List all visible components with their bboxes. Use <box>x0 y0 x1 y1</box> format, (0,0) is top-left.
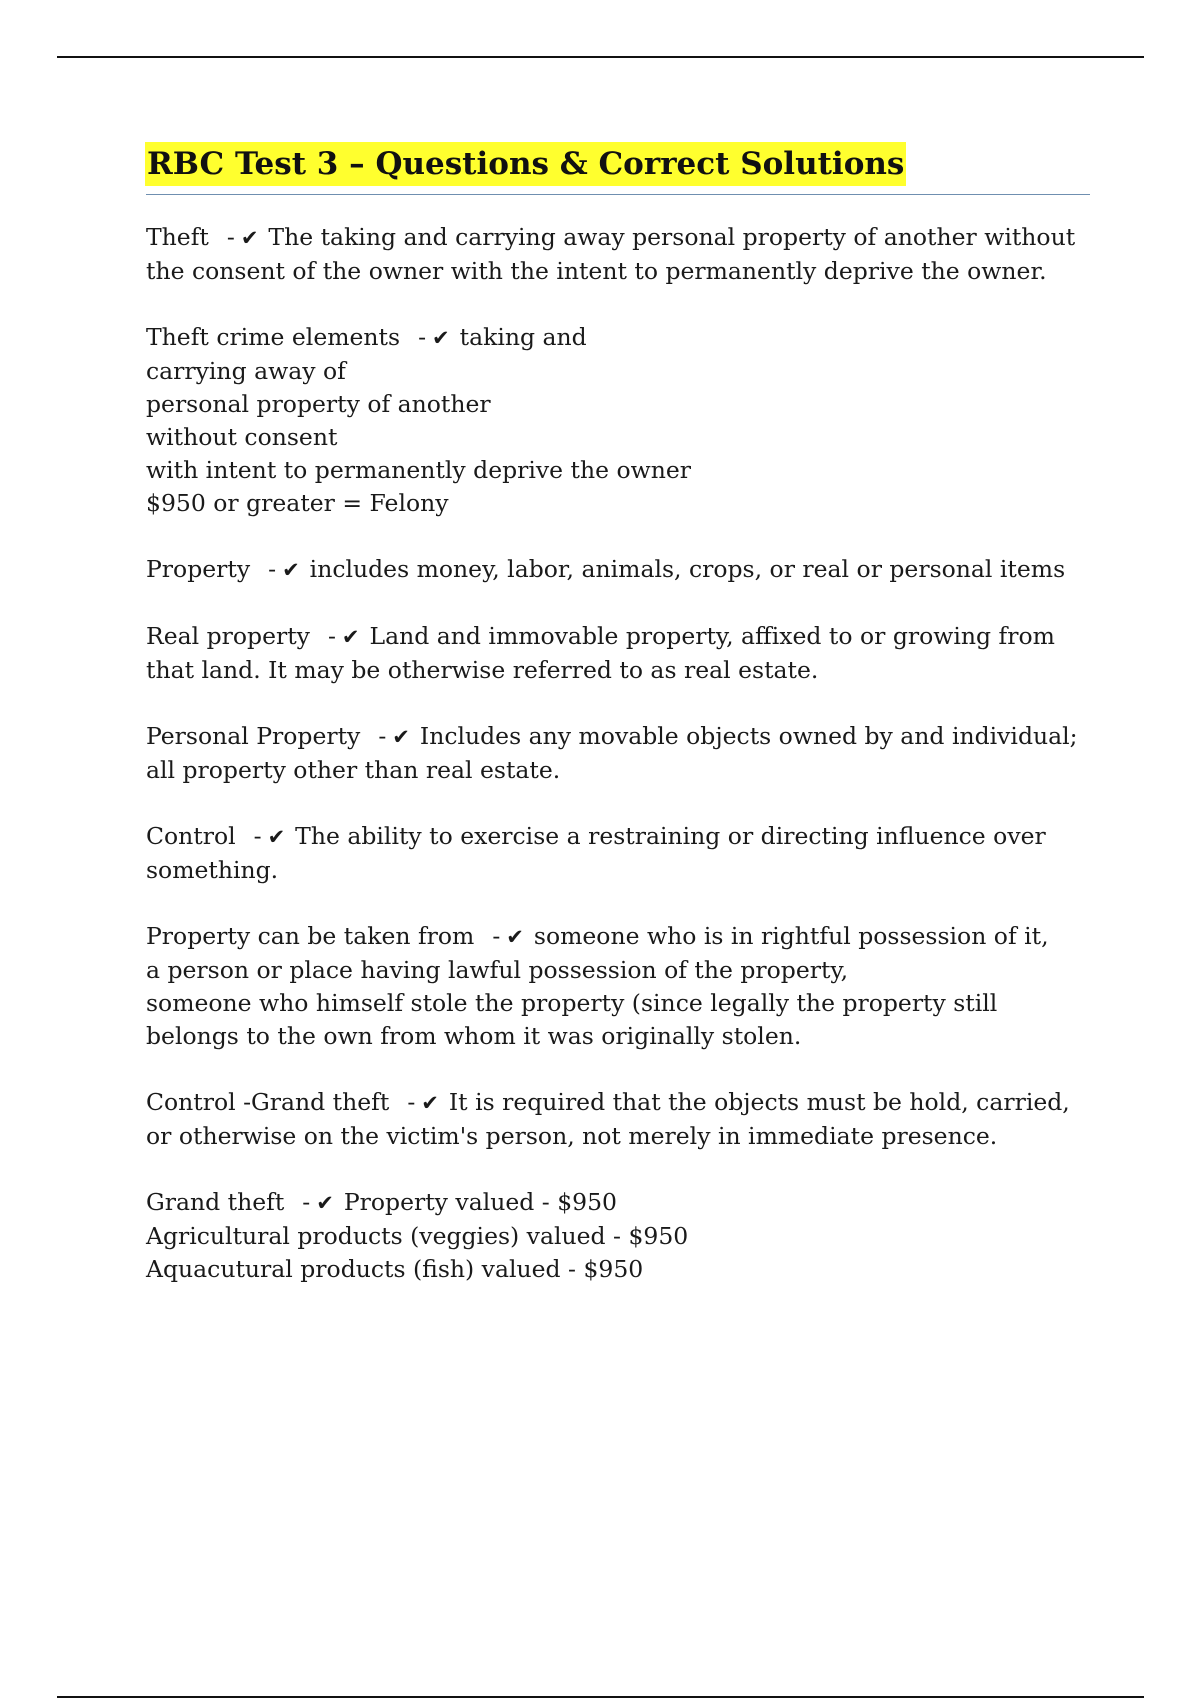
separator-dash: - <box>407 1088 416 1116</box>
answer-text: It is required that the objects must be hold, carried, or otherwise on the victim's person, not merely in immediate presence. <box>146 1088 1070 1150</box>
separator-dash: - <box>302 1188 311 1216</box>
separator-dash: - <box>378 722 387 750</box>
qa-entry <box>146 553 1090 587</box>
answer-text: taking and <box>459 323 587 351</box>
qa-first-line <box>146 1186 1090 1220</box>
qa-entry <box>146 820 1090 887</box>
qa-first-line <box>146 720 1090 787</box>
answer-line: without consent <box>146 423 338 451</box>
answer-line: Agricultural products (veggies) valued - $950 <box>146 1222 689 1250</box>
qa-list <box>146 221 1090 1286</box>
check-icon: ✔ <box>392 725 410 749</box>
qa-first-line <box>146 1086 1090 1153</box>
qa-first-line <box>146 620 1090 687</box>
qa-entry <box>146 720 1090 787</box>
document-body <box>146 142 1090 1319</box>
qa-entry <box>146 221 1090 288</box>
answer-line: Aquacutural products (fish) valued - $950 <box>146 1255 644 1283</box>
separator-dash: - <box>418 323 427 351</box>
check-icon: ✔ <box>267 825 286 849</box>
qa-first-line <box>146 820 1090 887</box>
check-icon: ✔ <box>316 1191 334 1215</box>
answer-text: The taking and carrying away personal property of another without the consent of the owner with the intent to permanently deprive the owner. <box>146 223 1076 285</box>
question-term: Real property <box>146 622 310 650</box>
answer-line: a person or place having lawful possession of the property, <box>146 956 849 984</box>
title-block <box>146 142 1090 195</box>
qa-first-line <box>146 553 1090 587</box>
question-term: Theft <box>146 223 209 251</box>
qa-entry <box>146 1086 1090 1153</box>
question-term: Control <box>146 822 236 850</box>
qa-first-line <box>146 321 1090 355</box>
separator-dash: - <box>268 555 277 583</box>
question-term: Theft crime elements <box>146 323 401 351</box>
check-icon: ✔ <box>282 558 300 582</box>
qa-entry <box>146 920 1090 1053</box>
answer-text: The ability to exercise a restraining or directing influence over something. <box>146 822 1046 884</box>
page-top-rule <box>57 56 1144 58</box>
answer-line: carrying away of <box>146 357 346 385</box>
check-icon: ✔ <box>341 625 360 649</box>
answer-text: Land and immovable property, affixed to or growing from that land. It may be otherwise referred to as real estate. <box>146 622 1055 684</box>
question-term: Property can be taken from <box>146 922 475 950</box>
separator-dash: - <box>327 622 336 650</box>
qa-first-line <box>146 221 1090 288</box>
answer-text: Property valued - $950 <box>343 1188 618 1216</box>
separator-dash: - <box>492 922 501 950</box>
answer-text: Includes any movable objects owned by and individual; all property other than real estate. <box>146 722 1078 784</box>
separator-dash: - <box>253 822 262 850</box>
answer-line: someone who himself stole the property (since legally the property still belongs to the own from whom it was originally stolen. <box>146 989 998 1050</box>
qa-entry <box>146 321 1090 520</box>
check-icon: ✔ <box>432 326 450 350</box>
answer-line: with intent to permanently deprive the owner <box>146 456 692 484</box>
check-icon: ✔ <box>240 226 259 250</box>
answer-line: $950 or greater = Felony <box>146 489 449 517</box>
check-icon: ✔ <box>506 925 524 949</box>
qa-first-line <box>146 920 1090 954</box>
answer-line: personal property of another <box>146 390 491 418</box>
question-term: Control -Grand theft <box>146 1088 390 1116</box>
qa-entry <box>146 620 1090 687</box>
check-icon: ✔ <box>421 1091 439 1115</box>
qa-entry <box>146 1186 1090 1286</box>
question-term: Grand theft <box>146 1188 285 1216</box>
page-bottom-rule <box>57 1696 1144 1698</box>
page-title: RBC Test 3 – Questions & Correct Solutions <box>145 142 906 186</box>
separator-dash: - <box>226 223 235 251</box>
answer-text: someone who is in rightful possession of it, <box>533 922 1049 950</box>
question-term: Personal Property <box>146 722 361 750</box>
question-term: Property <box>146 555 251 583</box>
answer-text: includes money, labor, animals, crops, or real or personal items <box>309 555 1066 583</box>
